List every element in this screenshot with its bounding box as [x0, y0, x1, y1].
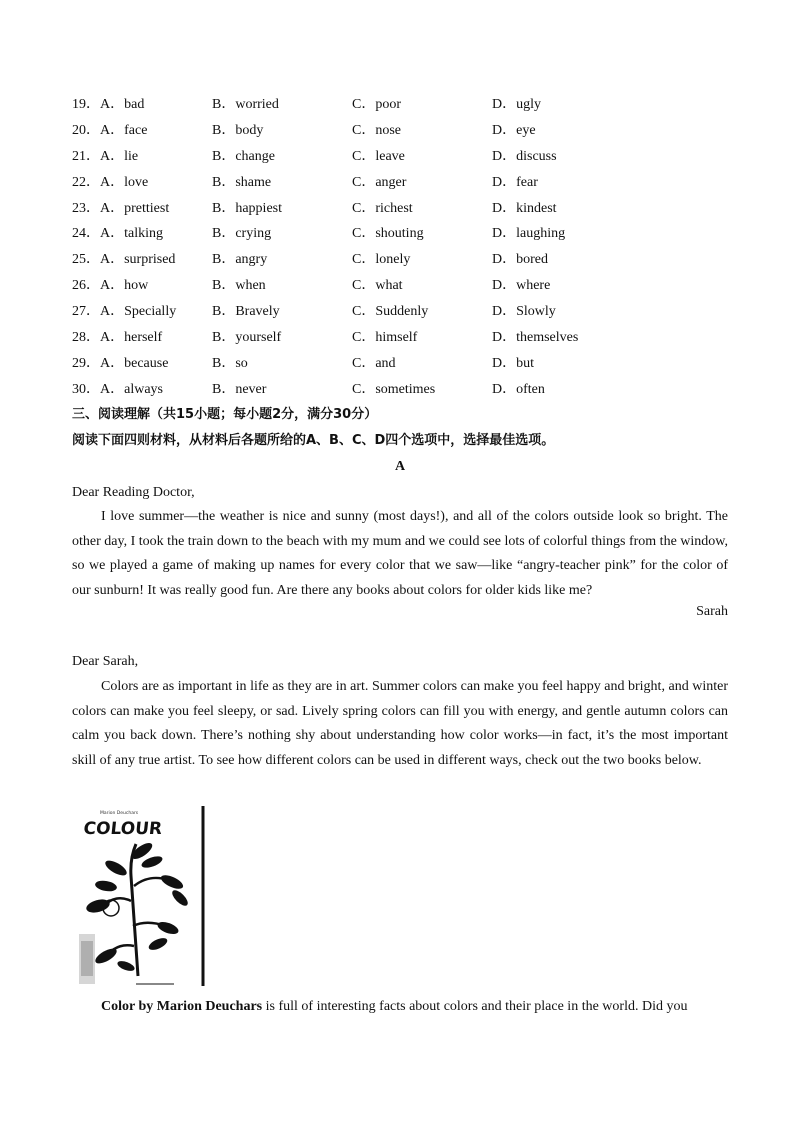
question-number: 20． [72, 122, 100, 138]
option-d: D．Slowly [492, 304, 556, 320]
option-d: D．ugly [492, 97, 541, 112]
option-b: B．yourself [212, 330, 282, 346]
letter2-salutation: Dear Sarah, [72, 654, 139, 669]
option-d: D．discuss [492, 148, 557, 164]
question-number: 29． [72, 355, 100, 371]
option-b: B．angry [212, 252, 268, 268]
option-d: D．eye [492, 122, 536, 138]
option-d: D．laughing [492, 226, 566, 242]
book-cover-image [76, 806, 206, 988]
question-number-and-option-a [72, 379, 163, 401]
question-number: 19． [72, 97, 100, 112]
book-description [72, 995, 728, 1019]
book-description-text: is full of interesting facts about colors and their place in the world. Did you [262, 999, 688, 1014]
question-number: 23． [72, 200, 100, 216]
question-number-and-option-a [72, 146, 138, 168]
option-a: A．Specially [100, 304, 177, 320]
option-c: C．lonely [352, 252, 411, 268]
option-d: D．bored [492, 252, 548, 268]
option-c: C．what [352, 278, 403, 294]
option-b: B．so [212, 355, 248, 371]
option-d: D．often [492, 381, 545, 397]
question-number-and-option-a [72, 327, 162, 349]
section-instruction: 阅读下面四则材料，从材料后各题所给的A、B、C、D四个选项中，选择最佳选项。 [72, 433, 555, 448]
question-number-and-option-a [72, 275, 148, 297]
letter1-salutation: Dear Reading Doctor, [72, 485, 195, 500]
letter1-body: I love summer—the weather is nice and sunny (most days!), and all of the colors outside look so bright. The other day, I took the train down to the beach with my mum and we could see lots of colorful things from the window, so we played a game of making up names for every color that we saw—like “angry-teacher pink” for the color of our sunburn! It was really good fun. Are there any books about colors for older kids like me? [72, 509, 728, 598]
option-b: B．crying [212, 226, 272, 242]
option-d: D．where [492, 278, 551, 294]
question-number: 22． [72, 174, 100, 190]
option-c: C．sometimes [352, 381, 436, 397]
option-c: C．nose [352, 122, 401, 138]
letter2-body: Colors are as important in life as they are in art. Summer colors can make you feel happy and bright, and winter colors can make you feel sleepy, or sad. Lively spring colors can fill you with energy, and gentle autumn colors can calm you back down. There’s nothing shy about understanding how color works—in fact, it’s the most important skill of any true artist. To see how different colors can be used in different ways, check out the two books below. [72, 679, 728, 768]
option-a: A．talking [100, 226, 163, 242]
question-number: 21． [72, 148, 100, 164]
option-a: A．love [100, 174, 149, 190]
question-number-and-option-a [72, 172, 148, 194]
question-number-and-option-a [72, 353, 168, 375]
section-heading: 三、阅读理解（共15小题；每小题2分，满分30分） [72, 407, 378, 422]
option-a: A．face [100, 122, 148, 138]
question-number: 24． [72, 226, 100, 242]
question-number: 30． [72, 381, 100, 397]
option-a: A．surprised [100, 252, 176, 268]
option-a: A．how [100, 278, 149, 294]
option-c: C．poor [352, 97, 401, 112]
option-b: B．Bravely [212, 304, 280, 320]
option-b: B．happiest [212, 200, 282, 216]
option-b: B．change [212, 148, 275, 164]
book-description-title: Color by Marion Deuchars [101, 999, 263, 1014]
option-a: A．always [100, 381, 163, 397]
option-c: C．and [352, 355, 396, 371]
question-number: 25． [72, 252, 100, 268]
question-number-and-option-a [72, 301, 176, 323]
option-c: C．himself [352, 330, 418, 346]
option-d: D．kindest [492, 200, 557, 216]
question-number: 28． [72, 330, 100, 346]
option-d: D．but [492, 355, 534, 371]
option-b: B．shame [212, 174, 272, 190]
cover-author-text: Marion Deuchars [100, 811, 139, 816]
option-c: C．anger [352, 174, 407, 190]
option-c: C．leave [352, 148, 405, 164]
option-d: D．themselves [492, 330, 579, 346]
question-number-and-option-a [72, 249, 175, 271]
cover-title-text: COLOUR [82, 819, 164, 839]
option-c: C．shouting [352, 226, 424, 242]
question-number-and-option-a [72, 94, 144, 116]
option-c: C．Suddenly [352, 304, 429, 320]
option-b: B．body [212, 122, 264, 138]
option-c: C．richest [352, 200, 413, 216]
option-b: B．worried [212, 97, 279, 112]
option-a: A．prettiest [100, 200, 170, 216]
question-number-and-option-a [72, 198, 169, 220]
option-a: A．lie [100, 148, 139, 164]
question-number-and-option-a [72, 223, 163, 245]
option-a: A．because [100, 355, 169, 371]
letter1-signature: Sarah [696, 604, 728, 619]
question-number-and-option-a [72, 120, 147, 142]
option-b: B．when [212, 278, 266, 294]
option-d: D．fear [492, 174, 538, 190]
question-number: 26． [72, 278, 100, 294]
passage-letter: A [394, 459, 406, 474]
option-b: B．never [212, 381, 267, 397]
option-a: A．herself [100, 330, 163, 346]
option-a: A．bad [100, 97, 145, 112]
question-number: 27． [72, 304, 100, 320]
